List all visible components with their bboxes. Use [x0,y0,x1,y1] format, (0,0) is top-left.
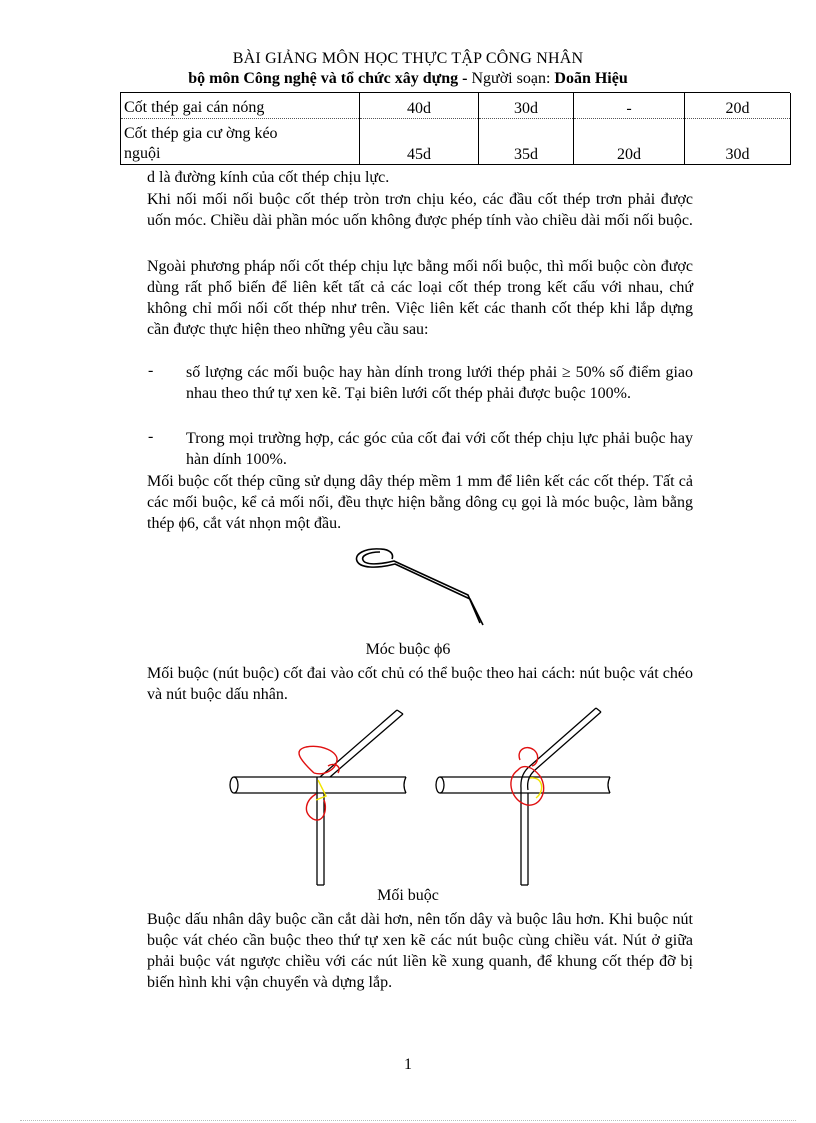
paragraph: Khi nối mối nối buộc cốt thép tròn trơn chịu kéo, các đầu cốt thép trơn phải được uốn móc. Chiều dài phần móc uốn không được phép tính vào chiều dài mối nối buộc. [147,191,693,229]
document-subtitle [0,70,816,88]
hook-rod-outline [357,549,483,625]
lap-length-table [120,93,791,165]
subtitle-separator: - [458,70,472,87]
table-cell: 45d [360,119,479,165]
paragraph: Buộc dấu nhân dây buộc cần cắt dài hơn, nên tốn dây và buộc lâu hơn. Khi buộc nút buộc vát chéo cần buộc theo thứ tự xen kẽ các nút buộc cùng chiều vát. Nút ở giữa phải buộc vát ngược chiều với các nút liền kề xung quanh, để khung cốt thép đỡ bị biến hình khi vận chuyển và dựng lắp. [147,911,693,991]
list-bullet: - [148,428,154,445]
tying-hook-illustration [340,540,500,640]
department-name: bộ môn Công nghệ và tổ chức xây dựng [188,70,459,87]
figure-caption: Móc buộc ϕ6 [365,641,451,658]
diagonal-knot-figure [230,710,406,885]
table-row [121,93,791,119]
table-cell: 40d [360,93,479,119]
page-number: 1 [404,1056,412,1073]
table-cell-label-line: nguội [124,145,161,162]
weld-marks [316,778,542,800]
paragraph: Ngoài phương pháp nối cốt thép chịu lực bằng mối nối buộc, thì mối buộc còn được dùng rất phổ biến để liên kết tất cả các loại cốt thép trong kết cấu với nhau, chứ không chỉ mối nối cốt thép như trên. Việc liên kết các thanh cốt thép khi lắp dựng cần được thực hiện theo những yêu cầu sau: [147,258,693,338]
table-cell: - [574,93,685,119]
page-bottom-rule [20,1120,796,1121]
document-title: BÀI GIẢNG MÔN HỌC THỰC TẬP CÔNG NHÂN [232,50,584,67]
table-cell: 20d [574,119,685,165]
hook-rod-inner [363,552,480,623]
author-label: Người soạn: [471,70,555,87]
cross-knot-figure [436,708,610,885]
tie-wire-loops [299,746,544,820]
table-cell-label-line: Cốt thép gia cư ờng kéo [124,125,278,142]
figure-caption: Mối buộc [377,887,439,904]
table-cell: 30d [685,119,791,165]
table-cell-label: Cốt thép gai cán nóng [121,93,360,119]
table-cell-label [121,119,360,165]
rebar-tie-illustration [220,700,630,890]
paragraph: d là đường kính của cốt thép chịu lực. [147,169,390,186]
paragraph: Mối buộc cốt thép cũng sử dụng dây thép mềm 1 mm để liên kết các cốt thép. Tất cả các mối buộc, kể cả mối nối, đều thực hiện bằng dông cụ gọi là móc buộc, làm bằng thép ϕ6, cắt vát nhọn một đầu. [147,473,693,532]
table-cell: 30d [479,93,574,119]
table-cell: 20d [685,93,791,119]
author-name: Doãn Hiệu [554,70,628,87]
hook-tip [380,549,393,559]
list-item: Trong mọi trường hợp, các góc của cốt đai với cốt thép chịu lực phải buộc hay hàn dính 100%. [186,430,693,468]
table-row [121,119,791,165]
paragraph: Mối buộc (nút buộc) cốt đai vào cốt chủ có thể buộc theo hai cách: nút buộc vát chéo và nút buộc dấu nhân. [147,665,693,703]
list-item: số lượng các mối buộc hay hàn dính trong lưới thép phải ≥ 50% số điểm giao nhau theo thứ tự xen kẽ. Tại biên lưới cốt thép phải được buộc 100%. [186,364,693,402]
table-cell: 35d [479,119,574,165]
list-bullet: - [148,362,154,379]
